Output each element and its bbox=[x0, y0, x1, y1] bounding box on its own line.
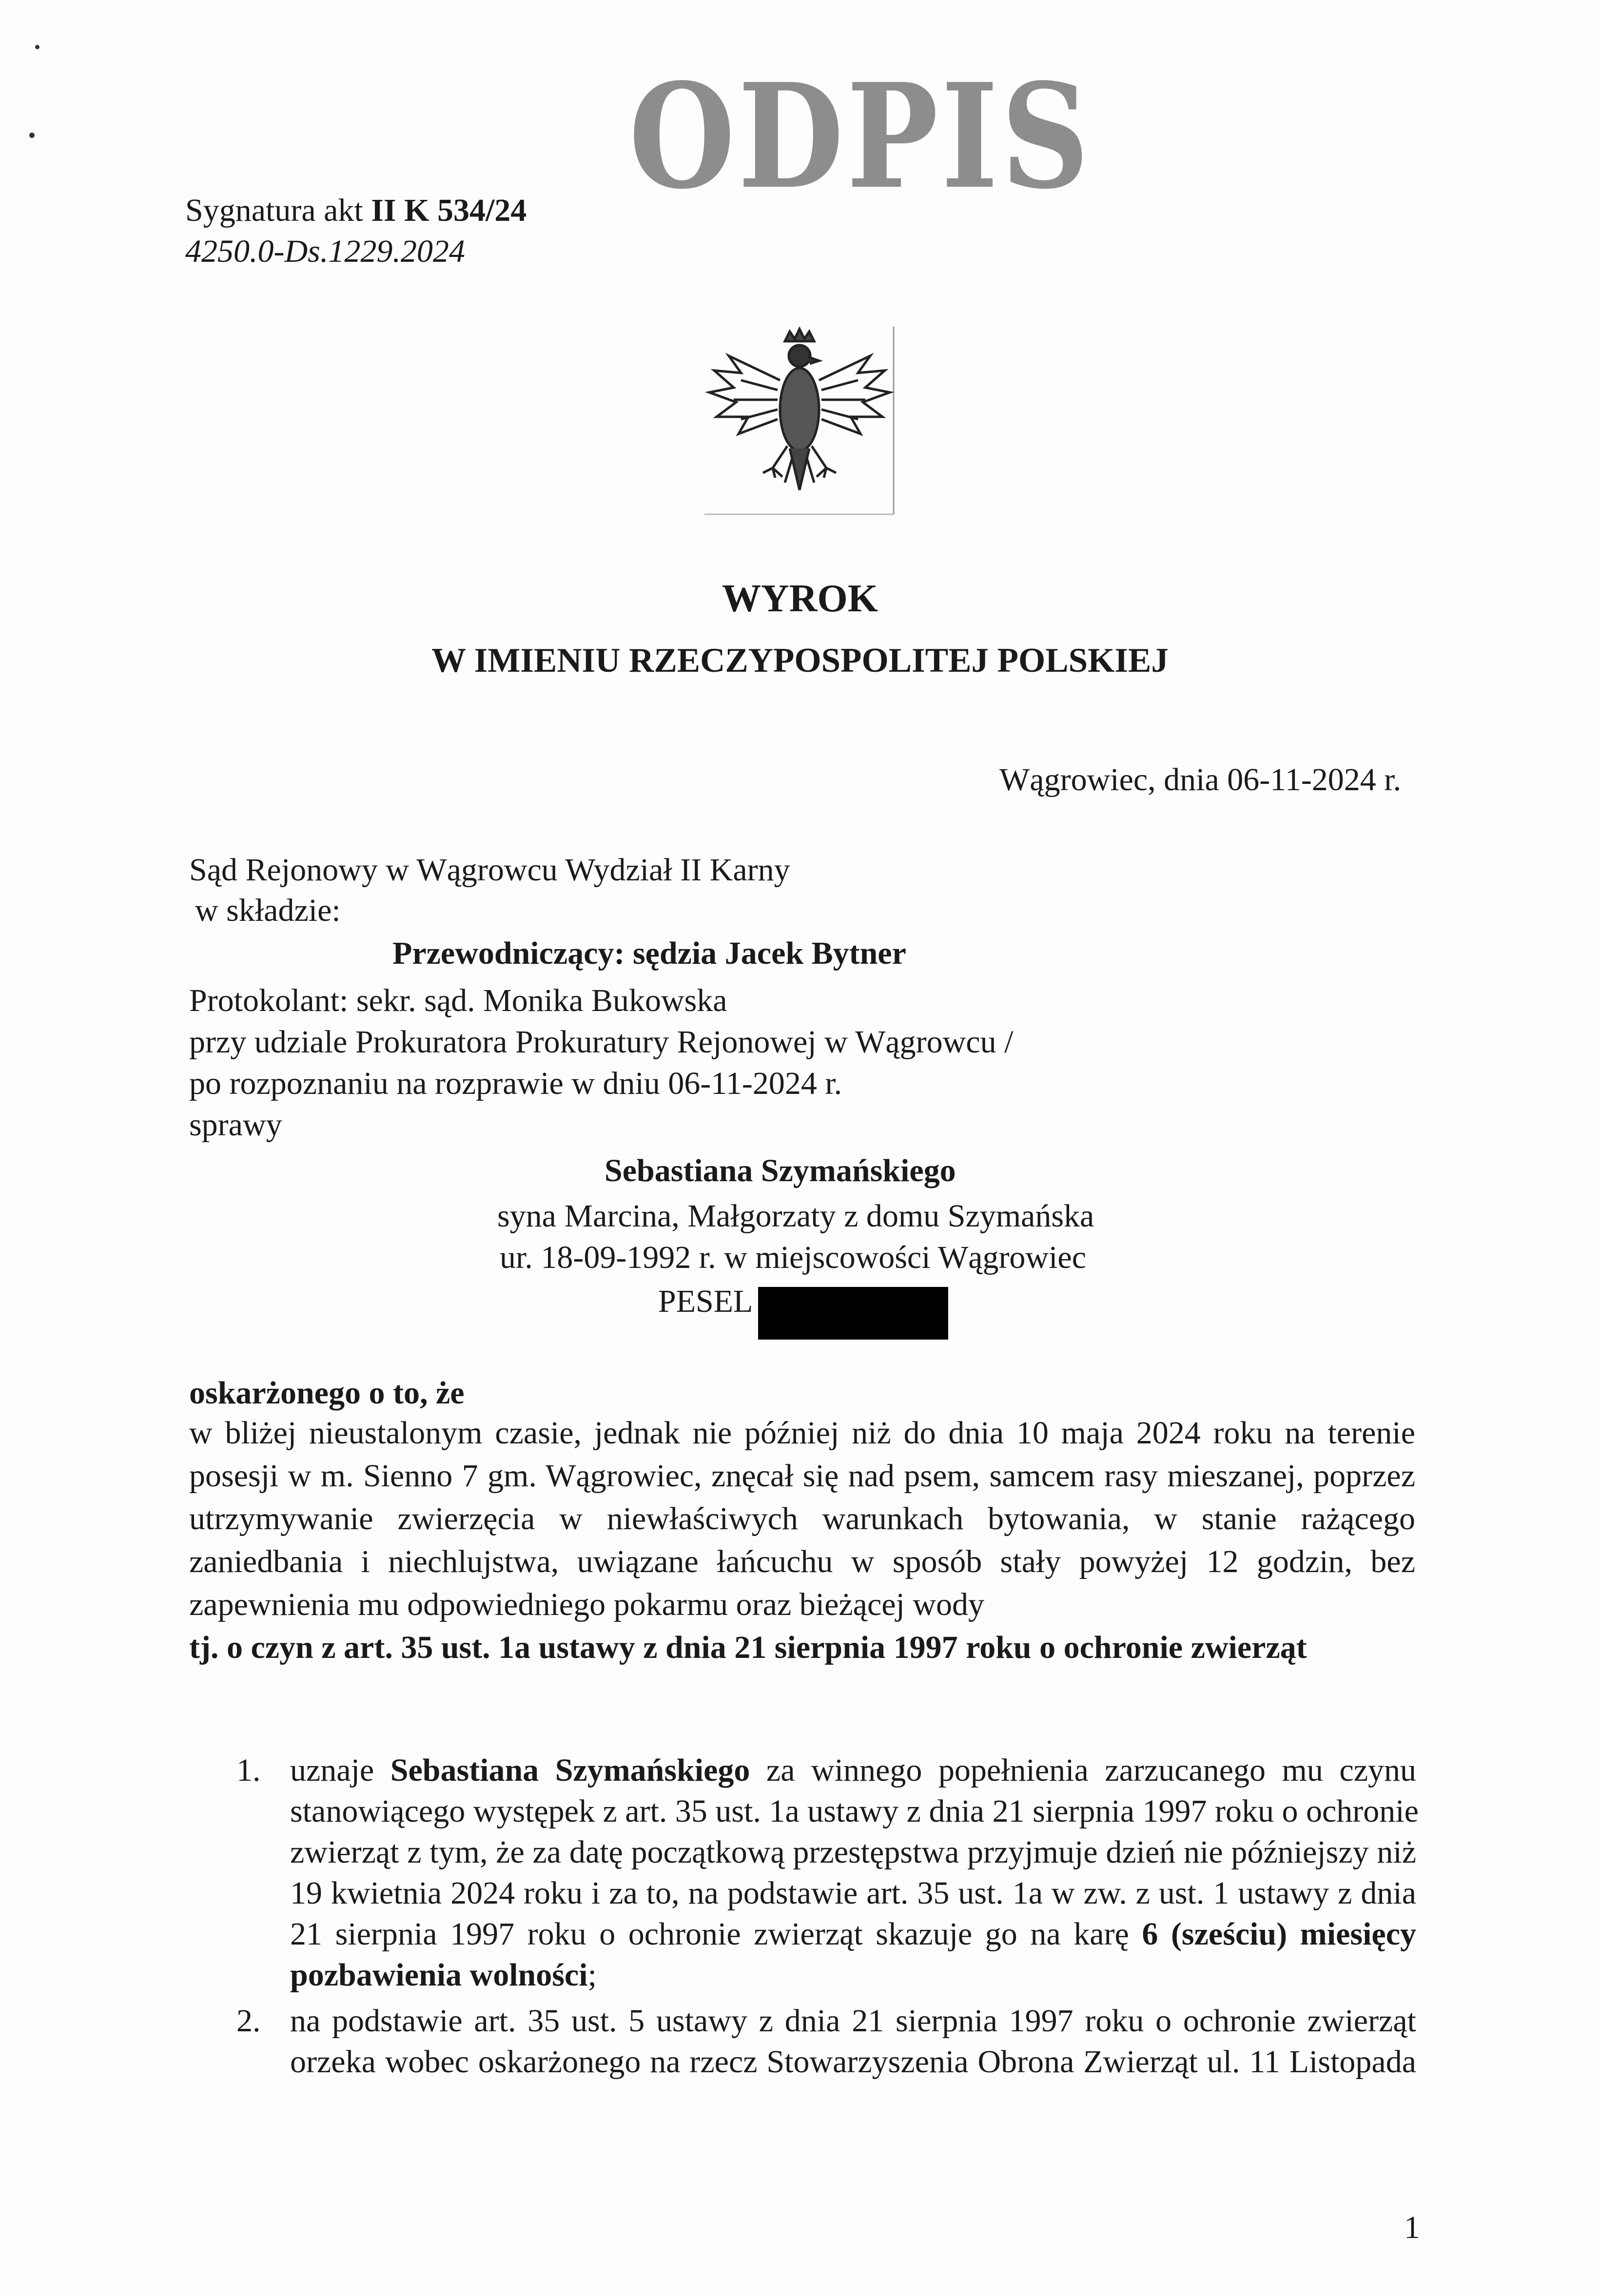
charge-line: zaniedbania i niechlujstwa, uwiązane łańcuchu w sposób stały powyżej 12 godzin, bez bbox=[189, 1544, 1415, 1579]
case-signature bbox=[185, 191, 527, 230]
ruling-text-part: uznaje bbox=[290, 1752, 390, 1788]
hearing-line: po rozpoznaniu na rozprawie w dniu 06-11-2024 r. bbox=[189, 1066, 842, 1101]
copy-stamp: ODPIS bbox=[629, 51, 1093, 221]
charge-line: utrzymywanie zwierzęcia w niewłaściwych warunkach bytowania, w stanie rażącego bbox=[189, 1501, 1415, 1537]
ruling-defendant-name: Sebastiana Szymańskiego bbox=[390, 1752, 750, 1788]
ruling-penalty: 6 (sześciu) miesięcy bbox=[1142, 1916, 1416, 1952]
court-clerk: Protokolant: sekr. sąd. Monika Bukowska bbox=[189, 983, 727, 1018]
ruling-line: 19 kwietnia 2024 roku i za to, na podstawie art. 35 ust. 1a w zw. z ust. 1 ustawy z dnia bbox=[290, 1875, 1416, 1911]
ruling-text-part: za winnego popełnienia zarzucanego mu czynu bbox=[750, 1752, 1416, 1788]
charge-line: posesji w m. Sienno 7 gm. Wągrowiec, znęcał się nad psem, samcem rasy mieszanej, poprzez bbox=[189, 1458, 1415, 1494]
ruling-item bbox=[236, 1750, 1426, 2004]
defendant-birth: ur. 18-09-1992 r. w miejscowości Wągrowiec bbox=[500, 1240, 1087, 1275]
ruling-number: 1. bbox=[236, 1752, 261, 1788]
court-composition-label: w składzie: bbox=[195, 893, 341, 928]
ruling-text bbox=[290, 2001, 1416, 2082]
charge-heading: oskarżonego o to, że bbox=[189, 1375, 465, 1411]
case-word: sprawy bbox=[189, 1107, 282, 1143]
ruling-text-part: 21 sierpnia 1997 roku o ochronie zwierząt skazuje go na karę bbox=[290, 1916, 1142, 1952]
charge-line: zapewnienia mu odpowiedniego pokarmu oraz bieżącej wody bbox=[189, 1587, 985, 1622]
polish-eagle-emblem-icon bbox=[695, 322, 899, 517]
page-number: 1 bbox=[1404, 2210, 1420, 2245]
defendant-name: Sebastiana Szymańskiego bbox=[605, 1153, 956, 1188]
ruling-item bbox=[236, 2001, 1426, 2088]
verdict-title: WYROK bbox=[722, 577, 878, 620]
pesel-redaction bbox=[758, 1287, 948, 1340]
charge-line: w bliżej nieustalonym czasie, jednak nie później niż do dnia 10 maja 2024 roku na terenie bbox=[189, 1415, 1415, 1451]
date-line: Wągrowiec, dnia 06-11-2024 r. bbox=[999, 762, 1402, 798]
verdict-subtitle: W IMIENIU RZECZYPOSPOLITEJ POLSKIEJ bbox=[431, 642, 1169, 680]
registry-number: 4250.0-Ds.1229.2024 bbox=[185, 233, 465, 269]
ruling-penalty: pozbawienia wolności bbox=[290, 1957, 588, 1993]
scan-speck bbox=[29, 133, 35, 138]
court-name: Sąd Rejonowy w Wągrowcu Wydział II Karny bbox=[189, 852, 790, 888]
case-signature-label: Sygnatura akt bbox=[185, 193, 363, 228]
defendant-parents: syna Marcina, Małgorzaty z domu Szymańska bbox=[497, 1198, 1094, 1234]
ruling-line: orzeka wobec oskarżonego na rzecz Stowarzyszenia Obrona Zwierząt ul. 11 Listopada bbox=[290, 2044, 1416, 2080]
scan-speck bbox=[35, 45, 39, 49]
ruling-line: na podstawie art. 35 ust. 5 ustawy z dnia 21 sierpnia 1997 roku o ochronie zwierząt bbox=[290, 2003, 1416, 2039]
ruling-line: stanowiącego występek z art. 35 ust. 1a ustawy z dnia 21 sierpnia 1997 roku o ochronie bbox=[290, 1793, 1419, 1829]
case-number: II K 534/24 bbox=[371, 193, 527, 228]
ruling-text-part: ; bbox=[587, 1957, 597, 1993]
presiding-judge: Przewodniczący: sędzia Jacek Bytner bbox=[392, 935, 906, 971]
ruling-number: 2. bbox=[236, 2003, 261, 2039]
pesel-label: PESEL bbox=[658, 1284, 753, 1319]
ruling-line: zwierząt z tym, że za datę początkową przestępstwa przyjmuje dzień nie późniejszy niż bbox=[290, 1834, 1416, 1870]
ruling-text bbox=[290, 1750, 1419, 1996]
charge-qualification: tj. o czyn z art. 35 ust. 1a ustawy z dnia 21 sierpnia 1997 roku o ochronie zwierząt bbox=[189, 1630, 1307, 1665]
prosecutor-line: przy udziale Prokuratora Prokuratury Rejonowej w Wągrowcu / bbox=[189, 1024, 1014, 1060]
